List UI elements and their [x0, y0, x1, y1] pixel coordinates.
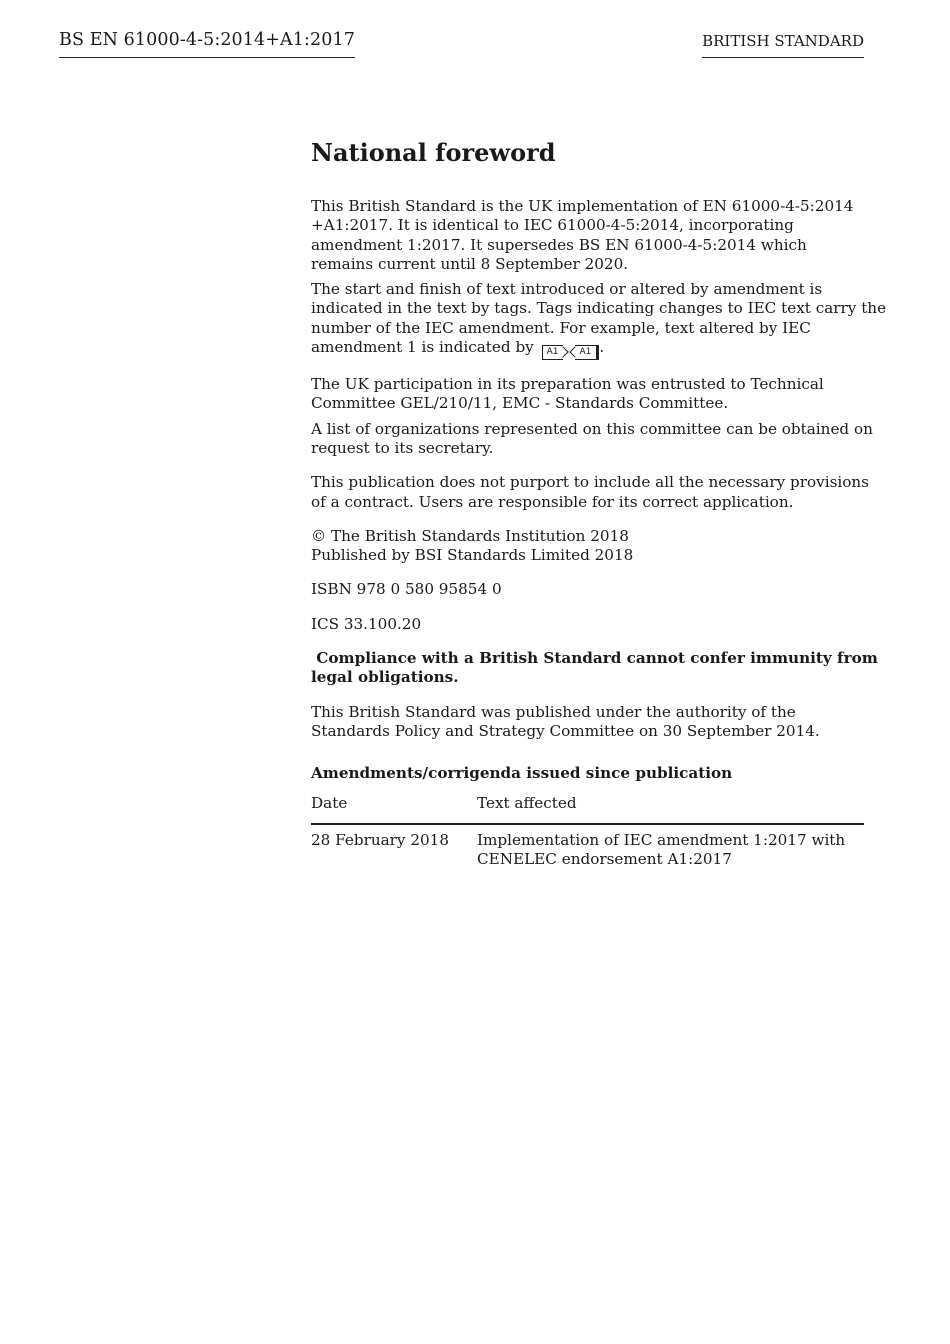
amendment-text-affected	[477, 824, 864, 870]
paragraph-organizations	[311, 419, 873, 459]
text-line: This British Standard is the UK implementation of EN 61000-4-5:2014	[311, 197, 854, 215]
text-line: ISBN 978 0 580 95854 0	[311, 580, 502, 599]
text-line-with-tags: amendment 1 is indicated by A1 A1 .	[311, 338, 867, 360]
text-line: amendment 1:2017. It supersedes BS EN 61000-4-5:2014 which	[311, 235, 807, 254]
text-line: This publication does not purport to include all the necessary provisions	[311, 473, 869, 492]
text-line: Compliance with a British Standard cannot confer immunity from	[311, 649, 878, 668]
paragraph-disclaimer	[311, 473, 867, 512]
amendment-start-tag-icon: A1	[542, 345, 564, 360]
text-line: +A1:2017. It is identical to IEC 61000-4-5:2014, incorporating	[311, 216, 794, 235]
amendment-date: 28 February 2018	[311, 830, 449, 849]
text-line: Implementation of IEC amendment 1:2017 with	[477, 830, 846, 849]
table-header-row	[311, 794, 864, 824]
amendments-heading: Amendments/corrigenda issued since publication	[311, 764, 733, 783]
page-title: National foreword	[311, 138, 556, 167]
compliance-notice	[311, 649, 878, 688]
paragraph-amendment-tags	[311, 280, 887, 360]
text-fragment: amendment 1 is indicated by	[311, 338, 534, 357]
paragraph-authority	[311, 703, 867, 742]
text-line: Published by BSI Standards Limited 2018	[311, 546, 634, 565]
text-line: of a contract. Users are responsible for its correct application.	[311, 492, 794, 511]
text-line: request to its secretary.	[311, 438, 494, 457]
table-row	[311, 824, 864, 870]
text-line: The UK participation in its preparation was entrusted to Technical	[311, 375, 824, 394]
document-id: BS EN 61000-4-5:2014+A1:2017	[59, 30, 355, 58]
text-line: remains current until 8 September 2020.	[311, 254, 629, 273]
text-line: This British Standard was published under the authority of the	[311, 702, 796, 721]
text-line: Standards Policy and Strategy Committee on 30 September 2014.	[311, 721, 820, 740]
text-line: legal obligations.	[311, 668, 459, 687]
text-line: Committee GEL/210/11, EMC - Standards Committee.	[311, 394, 729, 413]
paragraph-implementation	[311, 197, 867, 274]
isbn	[311, 580, 867, 599]
column-header-text-affected: Text affected	[477, 794, 864, 824]
copyright-notice	[311, 527, 867, 566]
national-foreword-section	[311, 138, 887, 869]
text-line: © The British Standards Institution 2018	[311, 526, 629, 545]
text-line: The start and finish of text introduced or altered by amendment is	[311, 280, 823, 299]
text-line: A list of organizations represented on this committee can be obtained on	[311, 419, 873, 438]
amendment-end-tag-icon: A1	[575, 345, 599, 360]
text-line: indicated in the text by tags. Tags indicating changes to IEC text carry the	[311, 299, 887, 318]
paragraph-participation	[311, 375, 867, 414]
text-line: number of the IEC amendment. For example, text altered by IEC	[311, 318, 811, 337]
column-header-date: Date	[311, 794, 477, 824]
standard-type-label: BRITISH STANDARD	[702, 32, 864, 58]
ics	[311, 615, 867, 634]
text-line: CENELEC endorsement A1:2017	[477, 850, 732, 869]
text-line: ICS 33.100.20	[311, 614, 422, 633]
amendments-table	[311, 794, 864, 870]
